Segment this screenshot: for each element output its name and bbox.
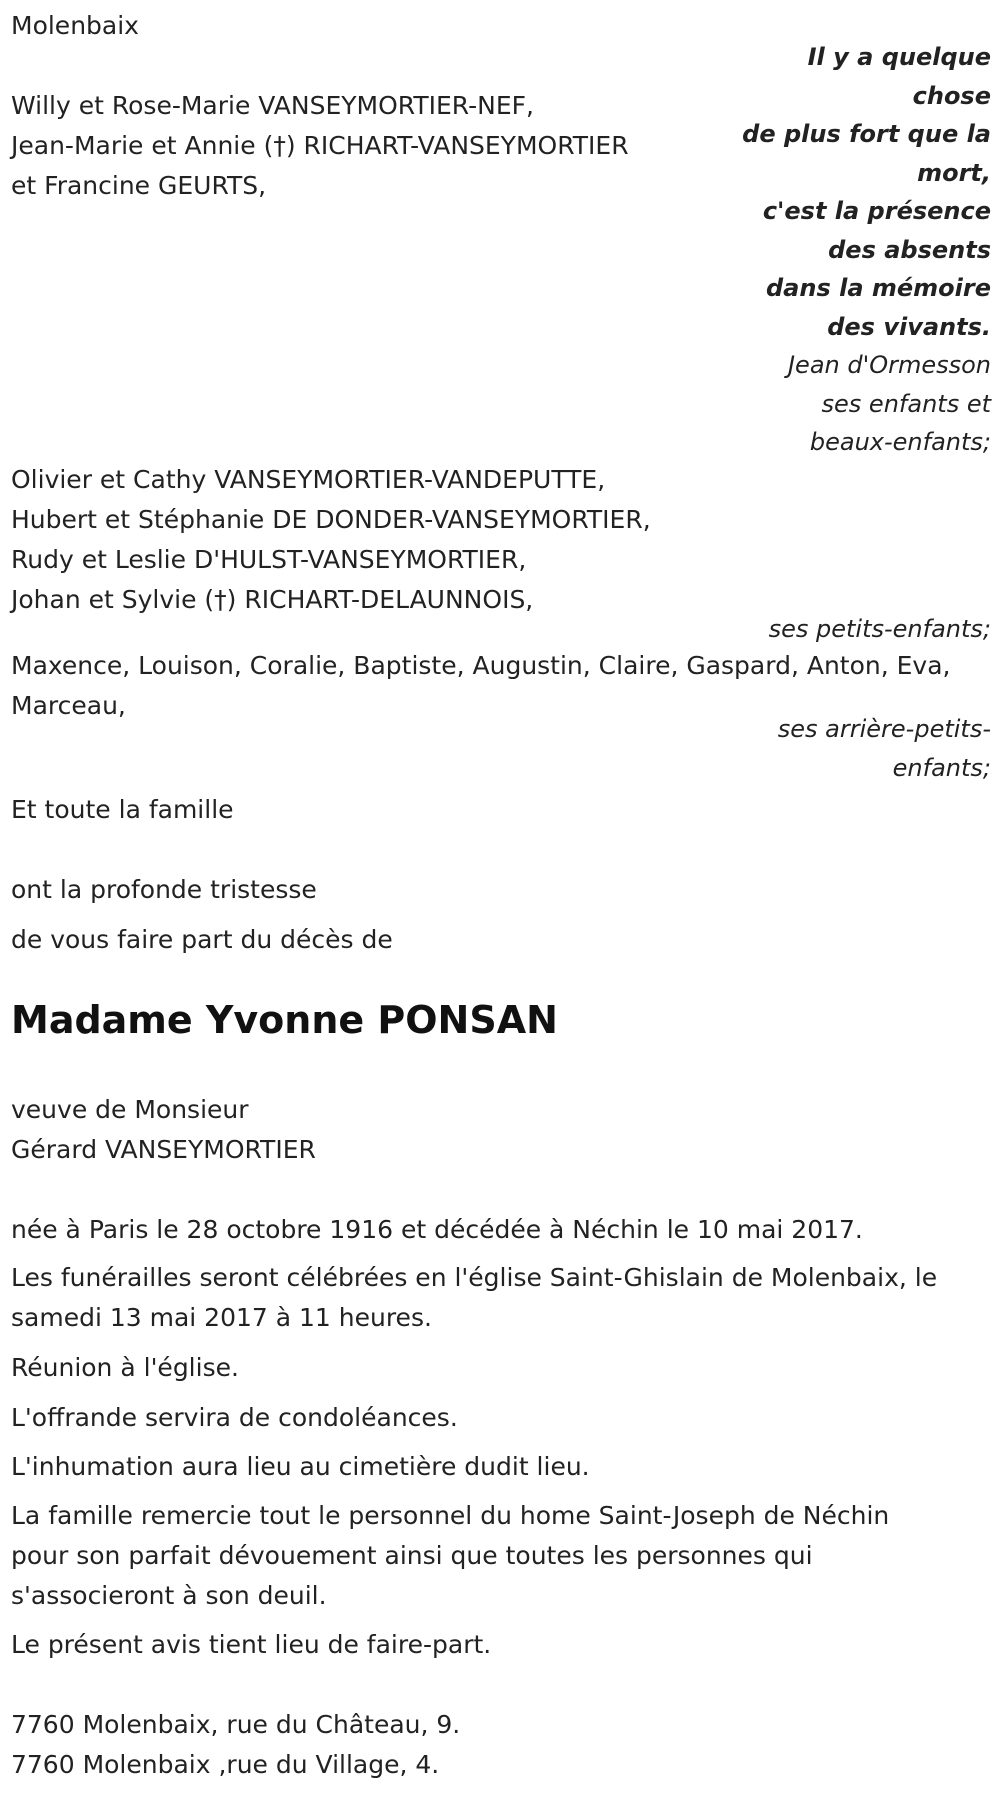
obituary-document	[11, 0, 991, 1799]
children-name-line: Willy et Rose-Marie VANSEYMORTIER-NEF,	[11, 91, 534, 120]
deceased-name: Madame Yvonne PONSAN	[11, 998, 558, 1042]
address-line: 7760 Molenbaix, rue du Château, 9.	[11, 1710, 461, 1739]
notice-line: Le présent avis tient lieu de faire-part.	[11, 1630, 492, 1659]
spouse-line: veuve de Monsieur	[11, 1095, 249, 1124]
thanks-line: La famille remercie tout le personnel du home Saint-Joseph de Néchin	[11, 1501, 890, 1530]
great-grandchildren-caption-line: enfants;	[892, 753, 991, 782]
quote-line: des vivants.	[827, 312, 991, 341]
quote-author: Jean d'Ormesson	[787, 351, 991, 379]
spouse-line: Gérard VANSEYMORTIER	[11, 1135, 316, 1164]
quote-line: mort,	[917, 158, 991, 187]
quote-line: de plus fort que la	[742, 120, 991, 148]
thanks-line: pour son parfait dévouement ainsi que toutes les personnes qui	[11, 1541, 813, 1570]
great-grandchildren-caption-line: ses arrière-petits-	[777, 715, 991, 743]
quote-line: dans la mémoire	[766, 274, 991, 302]
quote-line: Il y a quelque	[807, 43, 991, 71]
grandchild-name-line: Rudy et Leslie D'HULST-VANSEYMORTIER,	[11, 545, 527, 574]
grandchild-name-line: Johan et Sylvie (†) RICHART-DELAUNNOIS,	[11, 585, 534, 614]
quote-line: chose	[912, 81, 991, 110]
great-grandchildren-line: Marceau,	[11, 691, 126, 720]
funeral-line: samedi 13 mai 2017 à 11 heures.	[11, 1303, 432, 1332]
birth-death-line: née à Paris le 28 octobre 1916 et décédée à Néchin le 10 mai 2017.	[11, 1215, 863, 1244]
location-heading: Molenbaix	[11, 11, 139, 40]
quote-block	[731, 38, 991, 462]
children-caption: beaux-enfants;	[809, 428, 991, 456]
children-name-line: Jean-Marie et Annie (†) RICHART-VANSEYMORTIER	[11, 131, 629, 160]
grandchildren-caption: ses petits-enfants;	[768, 615, 991, 643]
announcement-line: ont la profonde tristesse	[11, 875, 317, 904]
funeral-line: Les funérailles seront célébrées en l'église Saint-Ghislain de Molenbaix, le	[11, 1263, 938, 1292]
grandchild-name-line: Olivier et Cathy VANSEYMORTIER-VANDEPUTTE,	[11, 465, 606, 494]
great-grandchildren-line: Maxence, Louison, Coralie, Baptiste, Augustin, Claire, Gaspard, Anton, Eva,	[11, 651, 951, 680]
grandchild-name-line: Hubert et Stéphanie DE DONDER-VANSEYMORTIER,	[11, 505, 651, 534]
family-line: Et toute la famille	[11, 795, 234, 824]
quote-line: des absents	[828, 235, 991, 264]
thanks-line: s'associeront à son deuil.	[11, 1581, 327, 1610]
burial-line: L'inhumation aura lieu au cimetière dudit lieu.	[11, 1452, 590, 1481]
offering-line: L'offrande servira de condoléances.	[11, 1403, 458, 1432]
meeting-line: Réunion à l'église.	[11, 1353, 239, 1382]
children-caption: ses enfants et	[821, 389, 991, 418]
quote-line: c'est la présence	[762, 197, 991, 225]
great-grandchildren-caption	[778, 710, 991, 787]
announcement-line: de vous faire part du décès de	[11, 925, 393, 954]
children-name-line: et Francine GEURTS,	[11, 171, 267, 200]
address-line: 7760 Molenbaix ,rue du Village, 4.	[11, 1750, 440, 1779]
